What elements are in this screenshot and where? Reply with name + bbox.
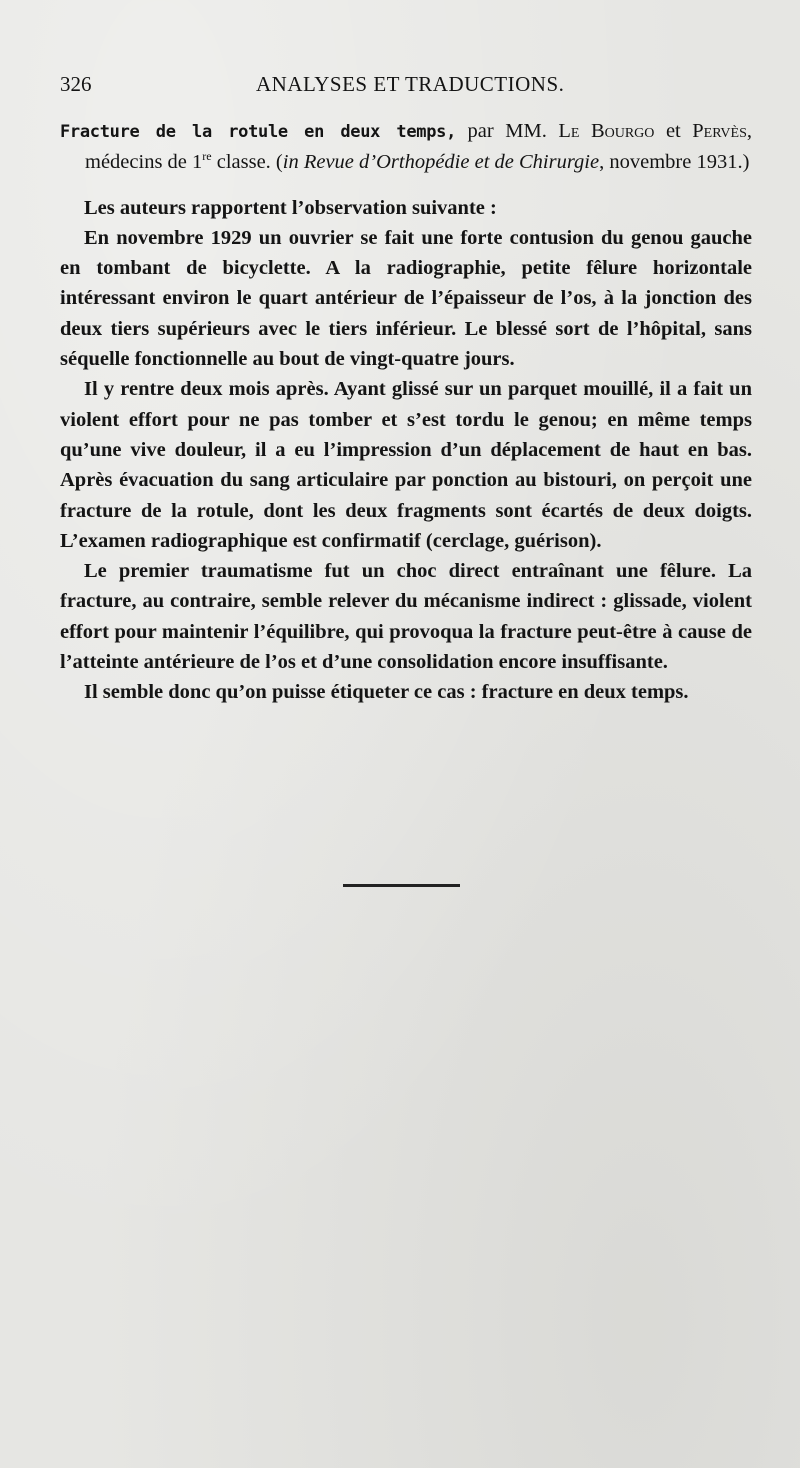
article-body <box>60 193 752 708</box>
paragraph-4: Le premier traumatisme fut un choc direct entraînant une fêlure. La fracture, au contraire, semble relever du mécanisme indirect : glissade, violent effort pour maintenir l’équilibre, qui provoqua la fracture peut-être à cause de l’atteinte antérieure de l’os et d’une consolidation encore insuffisante. <box>60 560 752 674</box>
author-2: Pervès <box>692 120 747 142</box>
article-title: Fracture de la rotule en deux temps, <box>60 122 457 142</box>
running-head <box>60 72 750 102</box>
author-role: , médecins de 1 <box>85 120 753 174</box>
publication-date: , novembre 1931.) <box>599 151 750 174</box>
article <box>60 116 752 708</box>
article-header <box>60 116 752 178</box>
running-title: ANALYSES ET TRADUCTIONS. <box>256 72 565 96</box>
role-class: classe. ( <box>211 151 283 174</box>
paragraph-5: Il semble donc qu’on puisse étiqueter ce cas : fracture en deux temps. <box>84 681 689 704</box>
author-1: Le Bourgo <box>558 120 655 142</box>
source-in: in <box>282 151 299 174</box>
page-number: 326 <box>60 72 92 96</box>
journal-title: Revue d’Orthopédie et de Chirurgie <box>298 151 600 174</box>
end-rule <box>343 884 460 887</box>
byline-and: et <box>654 120 693 142</box>
paragraph-3: Il y rentre deux mois après. Ayant glissé sur un parquet mouillé, il a fait un violent effort pour ne pas tomber et s’est tordu le genou; en même temps qu’une vive douleur, il a eu l’impression d’un déplacement de haut en bas. Après évacuation du sang articulaire par ponction au bistouri, on perçoit une fracture de la rotule, dont les deux fragments sont écartés de deux doigts. L’examen radiographique est confirmatif (cerclage, guérison). <box>60 378 752 552</box>
paragraph-2: En novembre 1929 un ouvrier se fait une forte contusion du genou gauche en tombant de bicyclette. A la radiographie, petite fêlure horizontale intéressant environ le quart antérieur de l’épaisseur de l’os, à la jonction des deux tiers supérieurs avec le tiers inférieur. Le blessé sort de l’hôpital, sans séquelle fonctionnelle au bout de vingt-quatre jours. <box>60 226 752 371</box>
role-superscript: re <box>202 149 212 164</box>
paragraph-1: Les auteurs rapportent l’observation suivante : <box>84 196 497 219</box>
byline-by: par MM. <box>456 120 559 142</box>
